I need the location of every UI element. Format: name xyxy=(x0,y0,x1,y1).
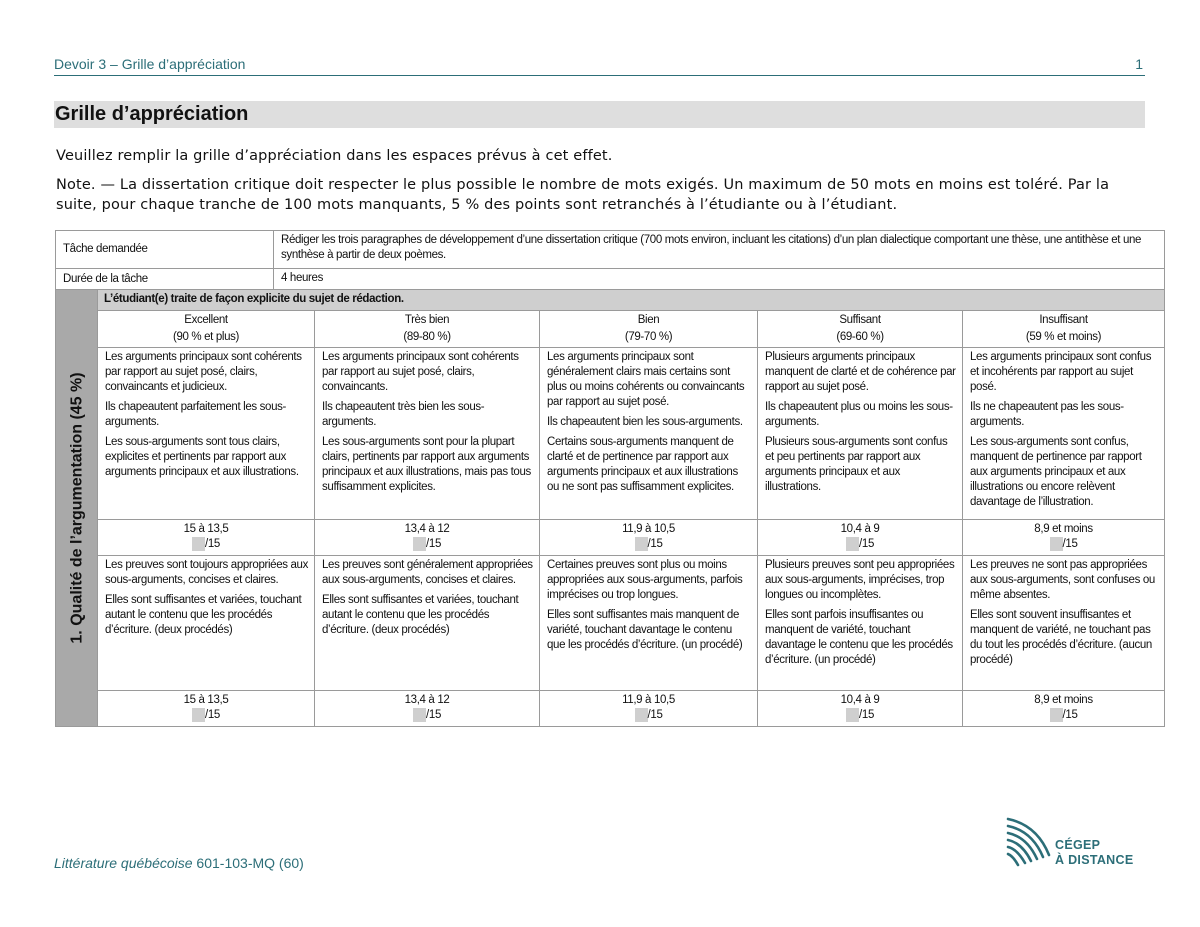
task-label: Tâche demandée xyxy=(56,231,274,269)
descriptor-text: Certaines preuves sont plus ou moins appropriées aux sous-arguments, parfois imprécises ou trop longues. xyxy=(547,559,743,601)
score-range: 8,9 et moins xyxy=(1034,694,1093,707)
level-header xyxy=(758,311,963,348)
section-title: 1. Qualité de l’argumentation (45 %) xyxy=(68,372,85,644)
descriptor-cell xyxy=(758,348,963,520)
descriptor-cell xyxy=(963,556,1165,691)
descriptor-text: Ils chapeautent bien les sous-arguments. xyxy=(547,416,743,428)
score-input[interactable] xyxy=(635,708,648,722)
descriptor-text: Ils chapeautent plus ou moins les sous-arguments. xyxy=(765,401,953,428)
page-number: 1 xyxy=(1135,56,1143,72)
level-header xyxy=(98,311,315,348)
level-range: (59 % et moins) xyxy=(1025,331,1102,343)
level-name: Très bien xyxy=(404,314,450,326)
level-name: Bien xyxy=(637,314,660,326)
descriptor-text: Ils ne chapeautent pas les sous-arguments. xyxy=(970,401,1124,428)
level-name: Insuffisant xyxy=(1039,314,1088,326)
score-cell xyxy=(963,691,1165,727)
note-text: Note. — La dissertation critique doit respecter le plus possible le nombre de mots exigés. Un maximum de 50 mots en moins est toléré. Par la suite, pour chaque tranche de 100 mots manquants, 5 % des points sont retranchés à l’étudiante ou à l’étudiant. xyxy=(56,177,1110,213)
score-max: /15 xyxy=(859,538,874,551)
descriptor-text: Elles sont suffisantes et variées, touchant autant le contenu que les procédés d’écriture. (deux procédés) xyxy=(105,594,302,636)
descriptor-text: Les sous-arguments sont tous clairs, explicites et pertinents par rapport aux arguments principaux et aux illustrations. xyxy=(105,436,299,478)
descriptor-text: Les arguments principaux sont cohérents par rapport au sujet posé, clairs, convaincants et judicieux. xyxy=(105,351,302,393)
assessment-grid xyxy=(55,230,1165,727)
score-input[interactable] xyxy=(413,708,426,722)
score-row xyxy=(56,520,1165,556)
score-input[interactable] xyxy=(846,537,859,551)
descriptor-row xyxy=(56,556,1165,691)
level-header xyxy=(315,311,540,348)
descriptor-text: Elles sont parfois insuffisantes ou manquent de variété, touchant davantage le contenu que les procédés d’écriture. (un procédé) xyxy=(765,609,953,666)
score-range: 10,4 à 9 xyxy=(840,694,880,707)
score-cell xyxy=(98,520,315,556)
level-range: (89-80 %) xyxy=(403,331,451,343)
score-cell xyxy=(758,520,963,556)
criterion-row xyxy=(56,290,1165,311)
duration-label: Durée de la tâche xyxy=(56,269,274,290)
score-input[interactable] xyxy=(1050,708,1063,722)
score-cell xyxy=(540,691,758,727)
score-cell xyxy=(758,691,963,727)
score-max: /15 xyxy=(859,709,874,722)
logo-line-2: À DISTANCE xyxy=(1055,853,1134,867)
logo-line-1: CÉGEP xyxy=(1055,838,1101,852)
score-range: 11,9 à 10,5 xyxy=(622,694,675,707)
score-range: 13,4 à 12 xyxy=(404,523,450,536)
course-code: 601-103-MQ (60) xyxy=(192,855,304,871)
duration-row xyxy=(56,269,1165,290)
descriptor-cell xyxy=(758,556,963,691)
score-input[interactable] xyxy=(846,708,859,722)
intro-text: Veuillez remplir la grille d’appréciation dans les espaces prévus à cet effet. xyxy=(56,148,613,164)
score-cell xyxy=(315,691,540,727)
level-header xyxy=(540,311,758,348)
score-max: /15 xyxy=(1062,538,1078,551)
page-header xyxy=(54,55,1145,76)
score-input[interactable] xyxy=(192,537,205,551)
descriptor-cell xyxy=(540,556,758,691)
task-row xyxy=(56,231,1165,269)
section-heading: Grille d’appréciation xyxy=(54,101,1145,128)
level-range: (69-60 %) xyxy=(836,331,884,343)
descriptor-cell xyxy=(315,556,540,691)
level-name: Suffisant xyxy=(839,314,881,326)
score-cell xyxy=(963,520,1165,556)
score-max: /15 xyxy=(426,709,441,722)
descriptor-row xyxy=(56,348,1165,520)
score-input[interactable] xyxy=(192,708,205,722)
descriptor-text: Plusieurs sous-arguments sont confus et peu pertinents par rapport aux arguments principaux et aux illustrations. xyxy=(765,436,948,493)
score-row xyxy=(56,691,1165,727)
descriptor-cell xyxy=(98,348,315,520)
score-input[interactable] xyxy=(413,537,426,551)
level-range: (90 % et plus) xyxy=(172,331,240,343)
criterion-text: L’étudiant(e) traite de façon explicite du sujet de rédaction. xyxy=(98,290,1165,311)
descriptor-text: Les sous-arguments sont confus, manquent de pertinence par rapport aux arguments principaux et aux illustrations ou encore relèvent davantage de l’illustration. xyxy=(970,436,1142,508)
score-range: 10,4 à 9 xyxy=(840,523,880,536)
score-range: 15 à 13,5 xyxy=(183,523,229,536)
score-cell xyxy=(540,520,758,556)
score-range: 13,4 à 12 xyxy=(404,694,450,707)
score-range: 15 à 13,5 xyxy=(183,694,229,707)
score-input[interactable] xyxy=(635,537,648,551)
descriptor-text: Les arguments principaux sont confus et incohérents par rapport au sujet posé. xyxy=(970,351,1152,393)
level-header xyxy=(963,311,1165,348)
descriptor-text: Plusieurs preuves sont peu appropriées aux sous-arguments, imprécises, trop longues ou incomplètes. xyxy=(765,559,955,601)
score-range: 8,9 et moins xyxy=(1034,523,1093,536)
score-cell xyxy=(98,691,315,727)
descriptor-text: Certains sous-arguments manquent de clarté et de pertinence par rapport aux arguments principaux et aux illustrations ou ne sont pas suffisamment explicites. xyxy=(547,436,738,493)
course-name: Littérature québécoise xyxy=(54,855,193,871)
score-cell xyxy=(315,520,540,556)
descriptor-text: Les arguments principaux sont généralement clairs mais certains sont plus ou moins cohérents ou convaincants par rapport au sujet posé. xyxy=(547,351,745,408)
descriptor-cell xyxy=(98,556,315,691)
document-title: Devoir 3 – Grille d’appréciation xyxy=(54,56,246,72)
score-range: 11,9 à 10,5 xyxy=(622,523,675,536)
descriptor-text: Ils chapeautent très bien les sous-arguments. xyxy=(322,401,485,428)
descriptor-text: Les preuves sont toujours appropriées aux sous-arguments, concises et claires. xyxy=(105,559,309,586)
logo-text xyxy=(1055,838,1133,868)
descriptor-text: Les arguments principaux sont cohérents par rapport au sujet posé, clairs, convaincants. xyxy=(322,351,519,393)
score-max: /15 xyxy=(426,538,441,551)
cegep-logo xyxy=(1005,815,1150,871)
descriptor-text: Plusieurs arguments principaux manquent de clarté et de cohérence par rapport au sujet posé. xyxy=(765,351,956,393)
levels-row xyxy=(56,311,1165,348)
descriptor-text: Elles sont suffisantes mais manquent de variété, touchant davantage le contenu que les procédés d’écriture. (un procédé) xyxy=(547,609,743,651)
score-max: /15 xyxy=(1062,709,1078,722)
descriptor-text: Elles sont souvent insuffisantes et manquent de variété, ne touchant pas du tout les procédés d’écriture. (aucun procédé) xyxy=(970,609,1152,666)
score-max: /15 xyxy=(647,538,663,551)
descriptor-text: Les sous-arguments sont pour la plupart clairs, pertinents par rapport aux arguments principaux et aux illustrations, mais pas tous suffisamment explicites. xyxy=(322,436,531,493)
descriptor-text: Les preuves sont généralement appropriées aux sous-arguments, concises et claires. xyxy=(322,559,533,586)
descriptor-cell xyxy=(315,348,540,520)
task-value: Rédiger les trois paragraphes de développement d’une dissertation critique (700 mots environ, incluant les citations) d’un plan dialectique comportant une thèse, une antithèse et une synthèse à partir de deux poèmes. xyxy=(274,231,1165,269)
duration-value: 4 heures xyxy=(274,269,1165,290)
footer-course xyxy=(54,855,304,871)
score-max: /15 xyxy=(205,709,220,722)
score-input[interactable] xyxy=(1050,537,1063,551)
score-max: /15 xyxy=(647,709,663,722)
descriptor-text: Elles sont suffisantes et variées, touchant autant le contenu que les procédés d’écriture. (deux procédés) xyxy=(322,594,519,636)
descriptor-cell xyxy=(540,348,758,520)
logo-waves-icon xyxy=(1005,815,1055,871)
level-name: Excellent xyxy=(184,314,228,326)
descriptor-text: Les preuves ne sont pas appropriées aux sous-arguments, sont confuses ou même absentes. xyxy=(970,559,1155,601)
descriptor-text: Ils chapeautent parfaitement les sous-arguments. xyxy=(105,401,287,428)
level-range: (79-70 %) xyxy=(624,331,673,343)
descriptor-cell xyxy=(963,348,1165,520)
score-max: /15 xyxy=(205,538,220,551)
section-side-label xyxy=(56,290,98,727)
